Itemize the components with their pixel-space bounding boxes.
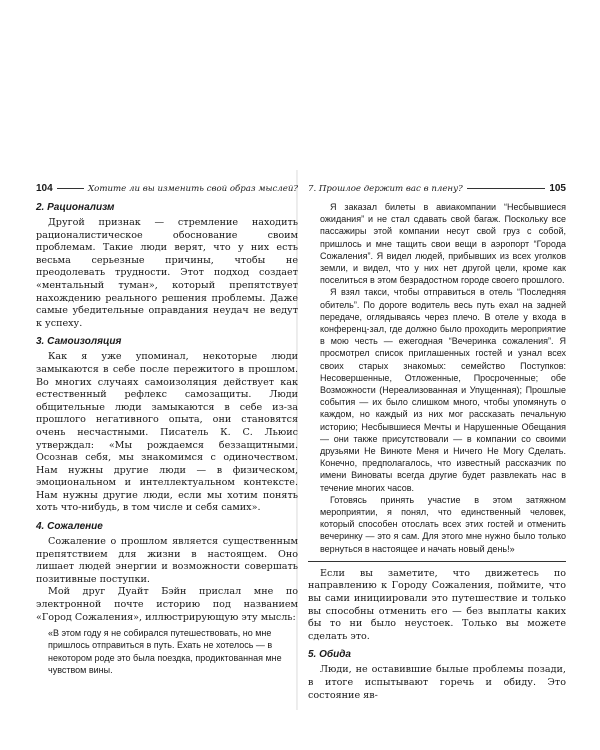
right-page-number: 105 (549, 183, 566, 194)
left-page-number: 104 (36, 183, 53, 194)
paragraph-rationalism: Другой признак — стремление находить рационалистическое обоснование своим проблемам. Такие люди верят, что у них есть весьма серьезные причины, чтобы не преодолевать трудности. Этот подход создает «ментальный туман», который препятствует нахождению реального решения проблемы. Даже самые убедительные оправдания неудач не ведут к успеху. (36, 217, 298, 329)
left-running-title: Хотите ли вы изменить свой образ мыслей? (88, 184, 298, 194)
right-running-head (308, 183, 566, 195)
header-rule (57, 188, 84, 189)
paragraph-regret-1: Сожаление о прошлом является существенным препятствием для жизни в настоящем. Оно лишает людей энергии и возможности совершать позитивные поступки. (36, 536, 298, 585)
quote-regret: «В этом году я не собирался путешествовать, но мне пришлось отправиться в путь. Ехать не хотелось — в некотором роде это была поездка, продиктованная мне чувством вины. (48, 628, 282, 675)
story-paragraph-1: Я заказал билеты в авиакомпании “Несбывшиеся ожидания” и не стал сдавать свой багаж. Поскольку все пассажиры этой компании несут свой груз с собой, пришлось и мне тащить свои вещи в аэропорт “Города Сожаления”. Я видел людей, прибывших из всех уголков земли, и видел, что у них нет другой цели, кроме как поселиться в этом безрадостном городе своего прошлого. (320, 202, 566, 286)
story-paragraph-3: Готовясь принять участие в этом затяжном мероприятии, я понял, что единственный человек, который способен отослать всех этих гостей и отменить вечеринку — это я сам. Для этого мне нужно было только вернуться в настоящее и начать новый день!» (320, 494, 566, 554)
right-page (308, 183, 566, 702)
left-page (36, 183, 298, 676)
section-divider (308, 561, 566, 562)
paragraph-city-of-regret: Если вы заметите, что движетесь по направлению к Городу Сожаления, поймите, что вы сами инициировали это путешествие и только вы способны отменить его — без выплаты каких бы то ни было неустоек. Только вы можете сделать это. (308, 567, 566, 642)
section-heading-rationalism: 2. Рационализм (36, 202, 115, 213)
story-quote-block (320, 201, 566, 555)
paragraph-resentment: Люди, не оставившие былые проблемы позади, в итоге испытывают горечь и обиду. Это состояние яв- (308, 664, 566, 701)
right-running-title: 7. Прошлое держит вас в плену? (308, 184, 463, 194)
left-running-head (36, 183, 298, 195)
section-heading-regret: 4. Сожаление (36, 521, 103, 533)
section-heading-isolation: 3. Самоизоляция (36, 336, 122, 348)
story-paragraph-2: Я взял такси, чтобы отправиться в отель “Последняя обитель”. По дороге водитель весь путь ехал на задней передаче, оглядываясь через плечо. В отеле у входа в конференц-зал, где должно было проходить мероприятие в мою честь — ежегодная “Вечеринка сожаления”. Я просмотрел список приглашенных гостей и узнал всех своих старых знакомых: семейство Поступков: Несовершенные, Отложенные, Просроченные; обе Возможности (Нереализованная и Упущенная); Прошлые события — их было слишком много, чтобы упомянуть о каждом, но каждый из них мог рассказать печальную историю; Несбывшиеся Мечты и Нарушенные Обещания — они также присутствовали — в компании со своими друзьями Не Винюте Меня и Ничего Не Могу Сделать. Конечно, предполагалось, что известный рассказчик по имени Виноваты всегда другие будет развлекать нас в течение многих часов. (320, 287, 566, 493)
header-rule (467, 188, 546, 189)
paragraph-regret-2: Мой друг Дуайт Бэйн прислал мне по электронной почте историю под названием «Город Сожаления», иллюстрирующую эту мысль: (36, 586, 298, 623)
paragraph-isolation: Как я уже упоминал, некоторые люди замыкаются в себе после пережитого в прошлом. Во многих случаях самоизоляция действует как естественный рефлекс самозащиты. Люди общительные люди замыкаются в себе из-за прошлого негативного опыта, они становятся очень несчастными. Писатель К. С. Льюис утверждал: «Мы рождаемся беззащитными. Осознав себя, мы знакомимся с одиночеством. Нам нужны другие люди — в физическом, эмоциональном и интеллектуальном контексте. Нам нужны другие люди, если мы хотим понять хоть что-нибудь, в том числе и себя самих». (36, 351, 298, 514)
section-heading-resentment: 5. Обида (308, 649, 351, 661)
